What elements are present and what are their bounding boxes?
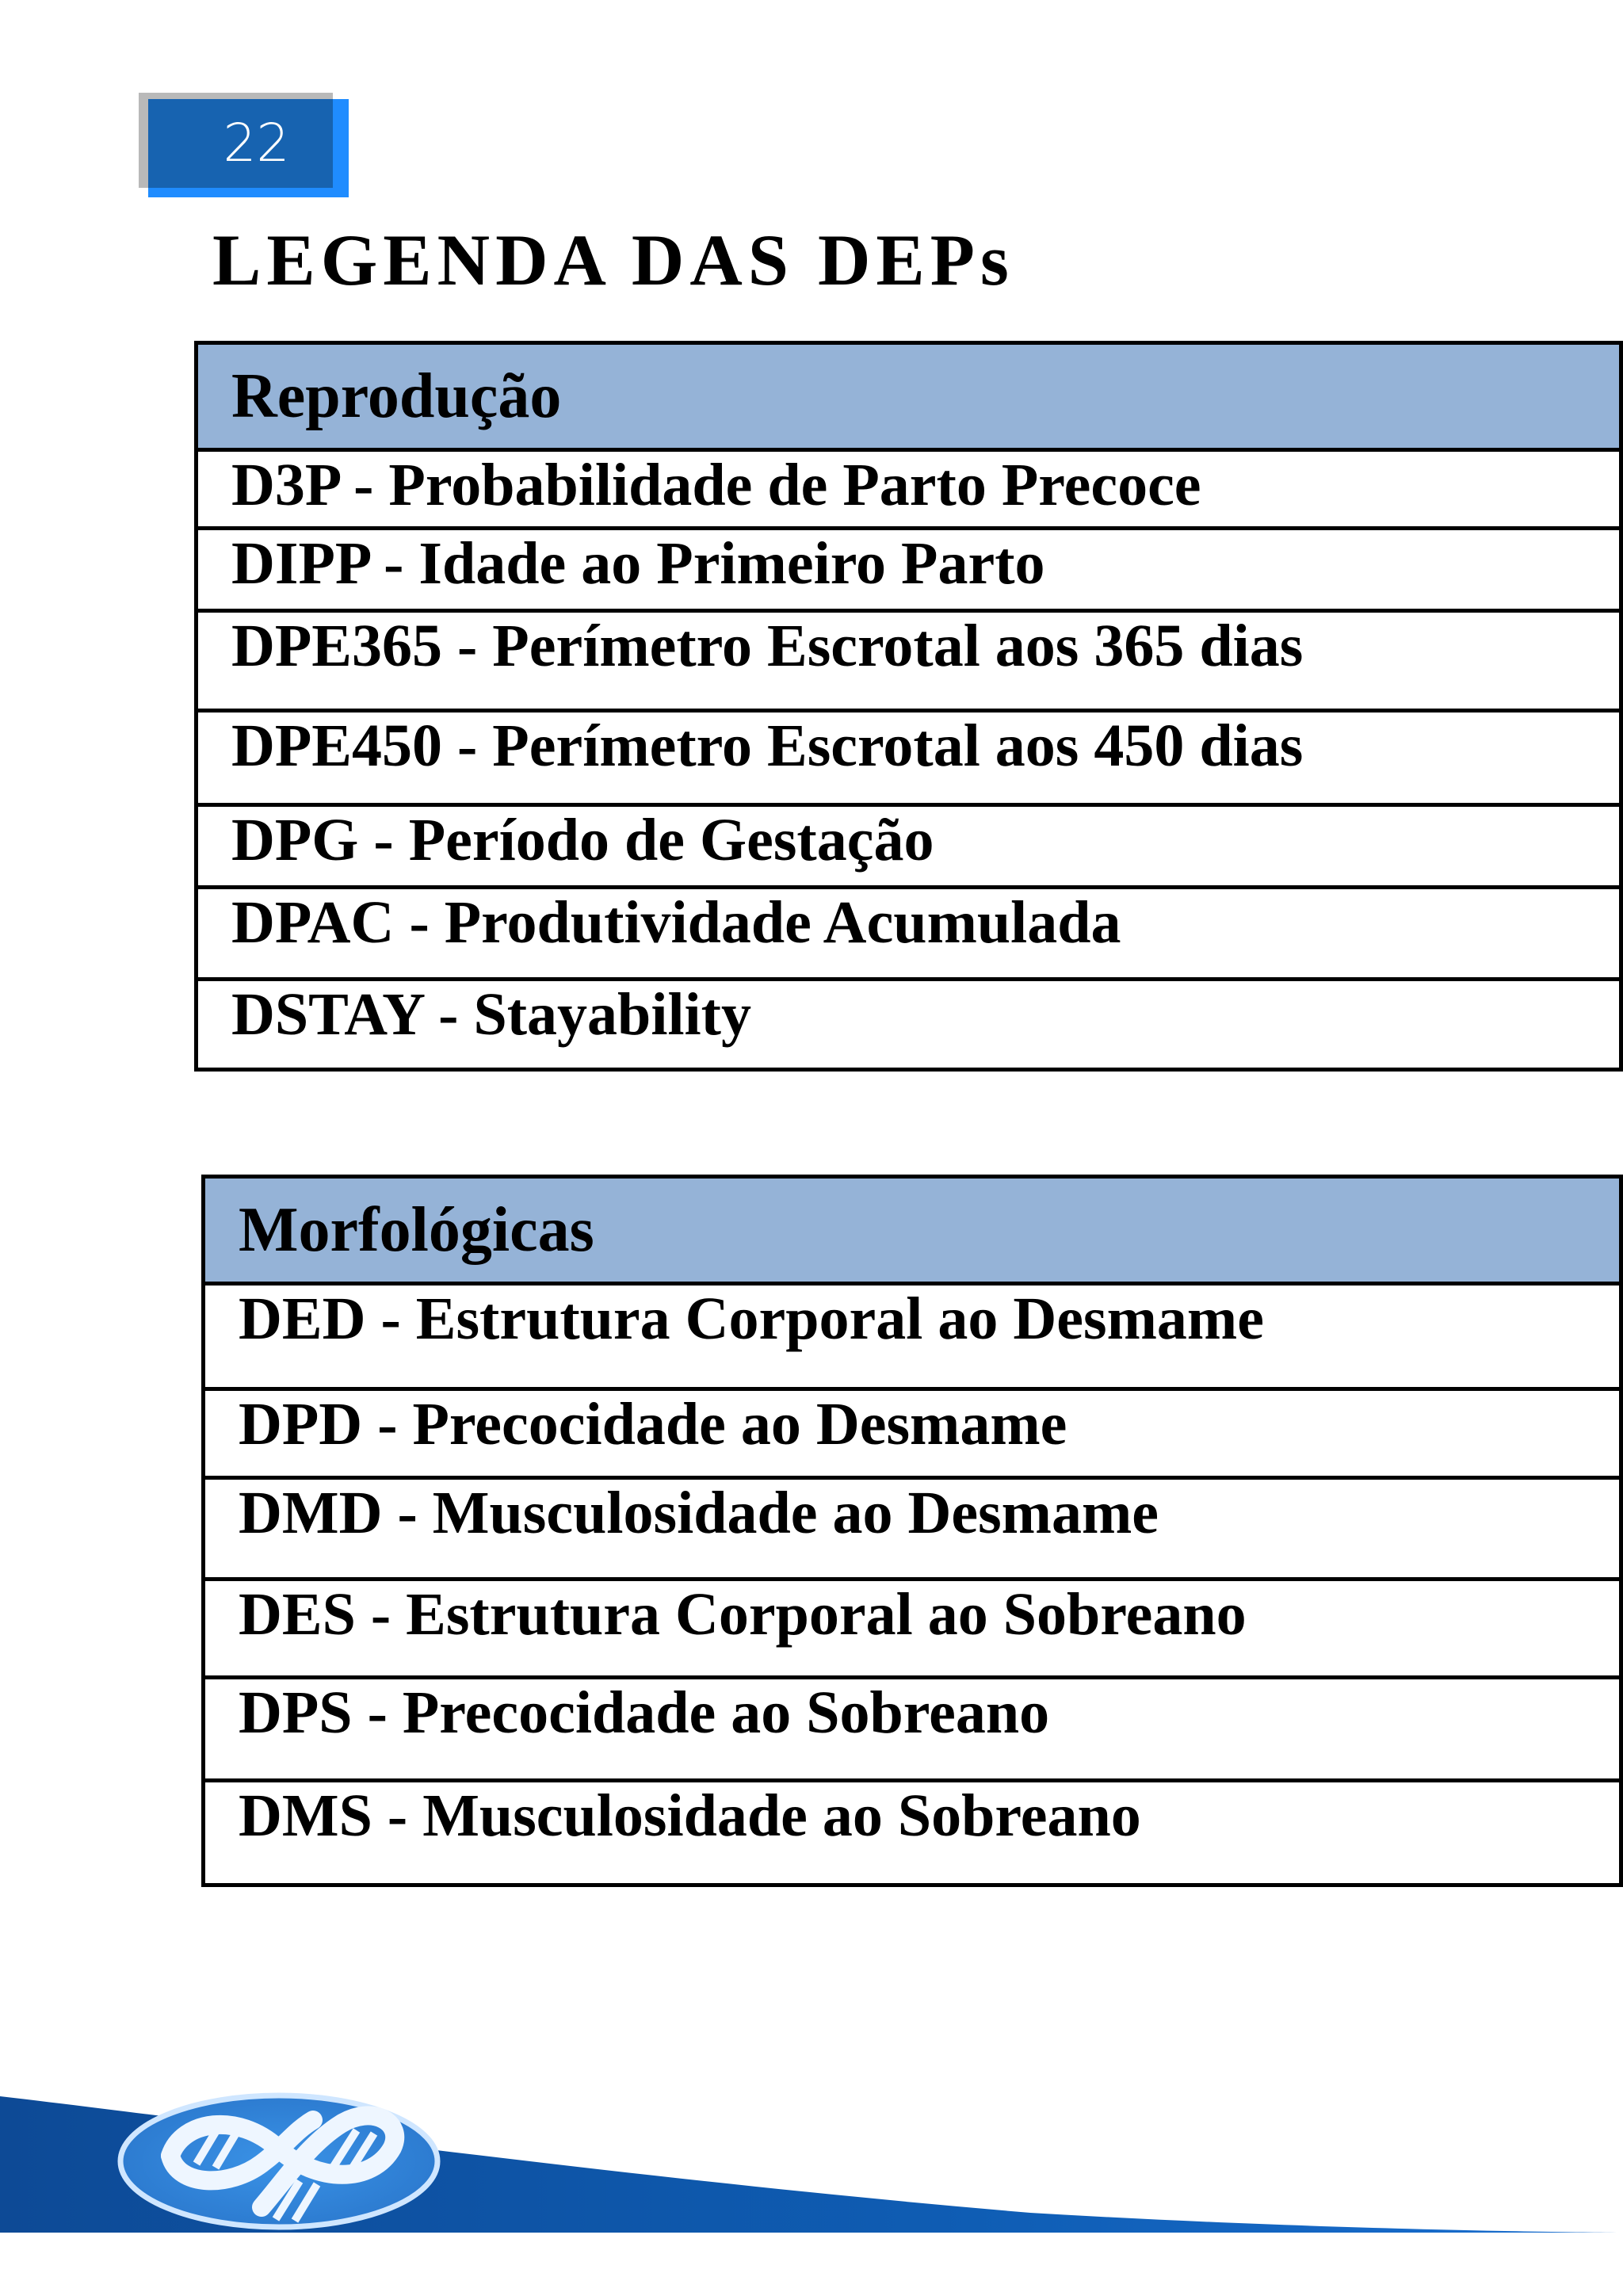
table-row: DSTAY - Stayability [231, 981, 751, 1048]
page-title: LEGENDA DAS DEPs [212, 220, 1014, 300]
page-number-badge [139, 93, 349, 200]
table-row: DMS - Musculosidade ao Sobreano [239, 1782, 1141, 1849]
table-header: Reprodução [198, 345, 1619, 452]
table-row: DPD - Precocidade ao Desmame [205, 1391, 1619, 1480]
table-header: Morfológicas [205, 1179, 1619, 1286]
badge-core [148, 99, 333, 188]
footer-band [0, 2029, 1623, 2235]
table-row: DPE450 - Perímetro Escrotal aos 450 dias [198, 712, 1619, 807]
table-row: DPAC - Produtividade Acumulada [198, 889, 1619, 981]
footer-wave-graphic [0, 2029, 1623, 2235]
dna-helix-logo-icon [120, 2095, 437, 2227]
table-row: DES - Estrutura Corporal ao Sobreano [205, 1581, 1619, 1679]
table-row: DMD - Musculosidade ao Desmame [205, 1480, 1619, 1581]
table-row: DPG - Período de Gestação [198, 807, 1619, 889]
table-row: DED - Estrutura Corporal ao Desmame [205, 1286, 1619, 1391]
table-row: D3P - Probabilidade de Parto Precoce [198, 452, 1619, 530]
morphological-legend-table [201, 1175, 1623, 1887]
reproduction-legend-table [194, 341, 1623, 1072]
page-number: 22 [223, 113, 290, 174]
table-row: DPS - Precocidade ao Sobreano [205, 1679, 1619, 1782]
table-row: DIPP - Idade ao Primeiro Parto [198, 530, 1619, 613]
table-row: DPE365 - Perímetro Escrotal aos 365 dias [198, 613, 1619, 712]
